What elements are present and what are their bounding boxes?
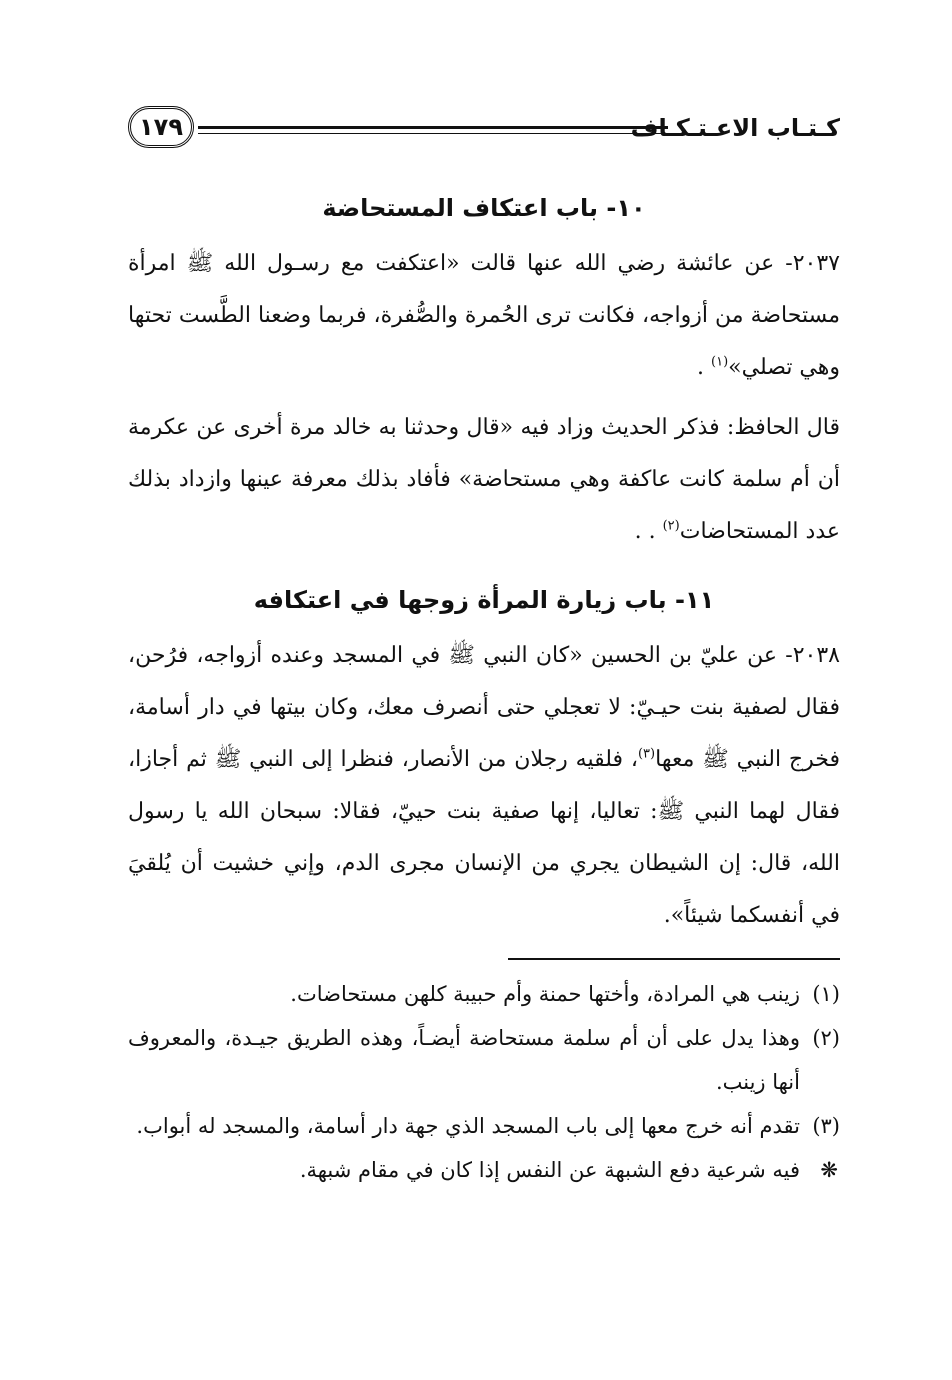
chapter-heading-10: ١٠- باب اعتكاف المستحاضة — [322, 194, 646, 222]
footnote-3 — [128, 1104, 840, 1148]
header-rule — [198, 126, 668, 134]
running-title: كـتـاب الاعـتـكـاف — [630, 114, 840, 142]
footnote-ref-2: (٢) — [662, 518, 680, 534]
note-text: فيه شرعية دفع الشبهة عن النفس إذا كان في مقام شبهة. — [299, 1158, 800, 1182]
footnote-2 — [128, 1016, 840, 1104]
commentary-text: قال الحافظ: فذكر الحديث وزاد فيه «قال وحدثنا به خالد مرة أخرى عن عكرمة أن أم سلمة كانت عاكفة وهي مستحاضة» فأفاد بذلك معرفة عينها وازداد بذلك عدد المستحاضات — [128, 415, 840, 544]
chapter-heading-11: ١١- باب زيارة المرأة زوجها في اعتكافه — [253, 586, 715, 614]
benefit-note — [128, 1148, 840, 1192]
page-number: ١٧٩ — [128, 106, 194, 148]
footnote-text: وهذا يدل على أن أم سلمة مستحاضة أيضـاً، وهذه الطريق جيـدة، والمعروف أنها زينب. — [128, 1026, 800, 1094]
footnote-ref-3: (٣) — [637, 746, 656, 762]
commentary-paragraph — [128, 402, 840, 558]
commentary-end: . . — [634, 519, 656, 544]
footnote-1 — [128, 972, 840, 1016]
footnote-mark: (٣) — [812, 1114, 840, 1138]
star-icon: ❋ — [820, 1158, 838, 1182]
footnote-ref-1: (١) — [711, 354, 729, 370]
footnote-separator — [508, 958, 840, 960]
page-content — [128, 188, 840, 1192]
hadith-number: ٢٠٣٧- — [785, 251, 840, 276]
footnote-mark: (١) — [812, 982, 840, 1006]
footnote-text: تقدم أنه خرج معها إلى باب المسجد الذي جهة دار أسامة، والمسجد له أبواب. — [136, 1114, 800, 1138]
hadith-text-part-1: عن عليّ بن الحسين «كان النبي ﷺ في المسجد وعنده أزواجه، فرُحن، فقال لصفية بنت حيـيّ: لا تعجلي حتى أنصرف معك، وكان بيتها في دار أسامة، فخرج النبي ﷺ معها — [128, 643, 840, 772]
footnote-mark: (٢) — [812, 1026, 840, 1050]
section-gap — [128, 566, 840, 580]
hadith-end: . — [697, 355, 705, 380]
hadith-number: ٢٠٣٨- — [785, 643, 840, 668]
hadith-text: عن عائشة رضي الله عنها قالت «اعتكفت مع رسـول الله ﷺ امرأة مستحاضة من أزواجه، فكانت ترى الحُمرة والصُّفرة، فربما وضعنا الطَّست تحتها وهي تصلي» — [128, 251, 840, 380]
hadith-text-part-2: ، فلقيه رجلان من الأنصار، فنظرا إلى النبي ﷺ ثم أجازا، فقال لهما النبي ﷺ: تعاليا، إنها صفية بنت حييّ، فقالا: سبحان الله يا رسول الله، قال: إن الشيطان يجري من الإنسان مجرى الدم، وإني خشيت أن يُلقيَ في أنفسكما شيئاً». — [128, 747, 840, 928]
hadith-2037 — [128, 238, 840, 394]
page-header — [128, 100, 840, 160]
footnote-text: زينب هي المرادة، وأختها حمنة وأم حبيبة كلهن مستحاضات. — [290, 982, 800, 1006]
hadith-2038 — [128, 630, 840, 942]
